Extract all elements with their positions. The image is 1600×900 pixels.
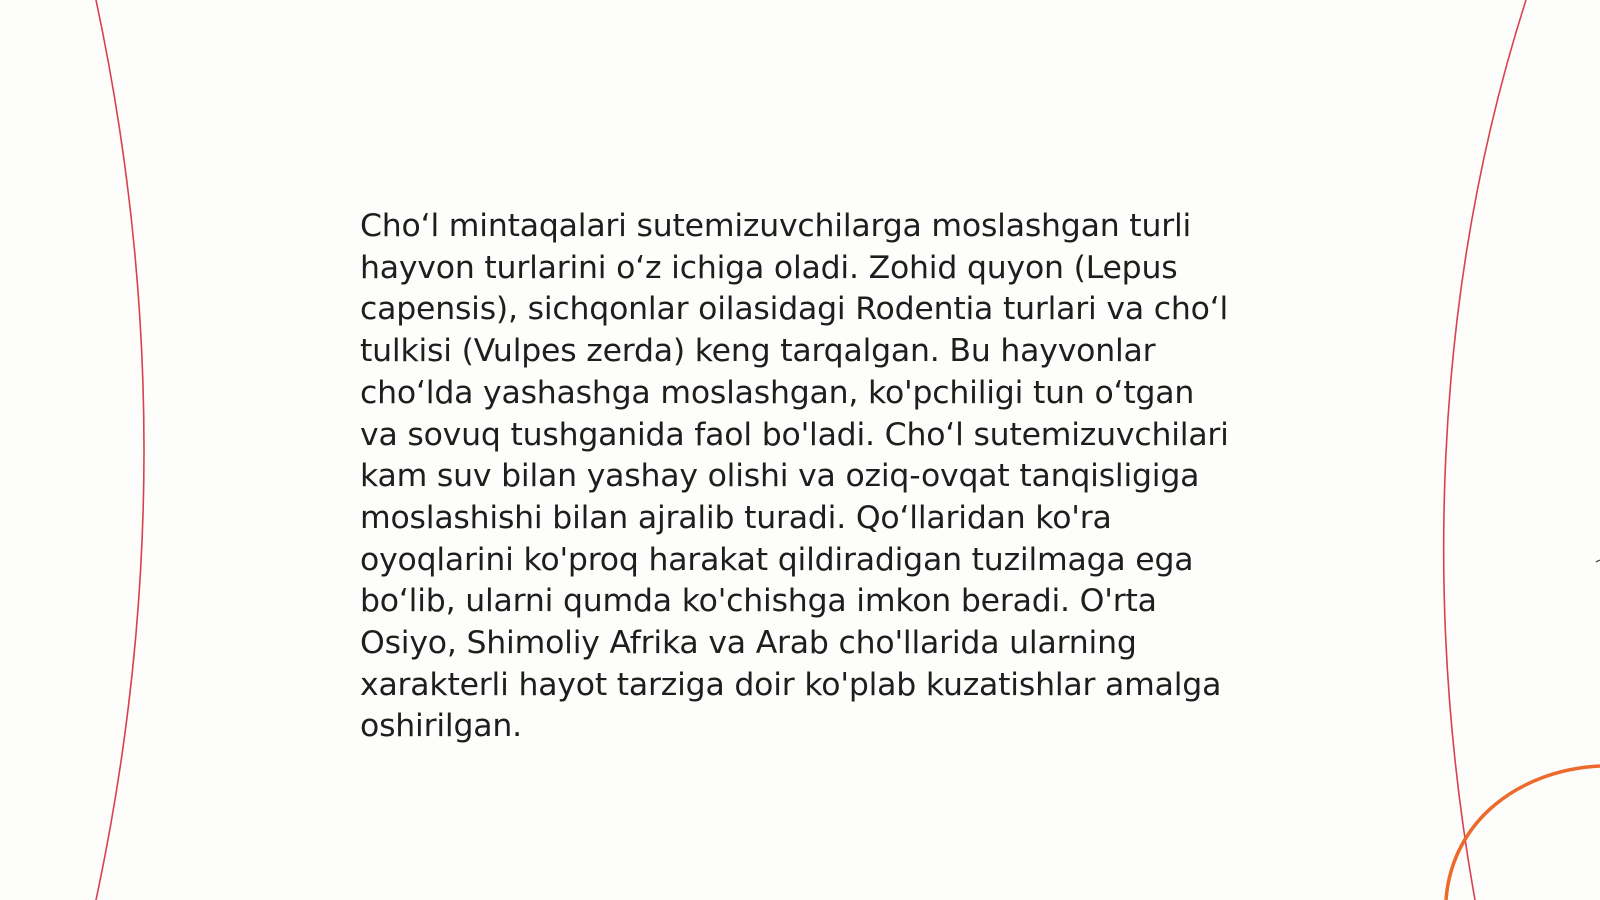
- left-curve-line: [96, 0, 144, 900]
- right-edge-tick: [1596, 560, 1600, 562]
- slide-body-text: Cho‘l mintaqalari sutemizuvchilarga moslashgan turli hayvon turlarini o‘z ichiga oladi. Zohid quyon (Lepus capensis), sichqonlar oilasidagi Rodentia turlari va cho‘l tulkisi (Vulpes zerda) keng tarqalgan. Bu hayvonlar cho‘lda yashashga moslashgan, ko'pchiligi tun o‘tgan va sovuq tushganida faol bo'ladi. Cho‘l sutemizuvchilari kam suv bilan yashay olishi va oziq-ovqat tanqisligiga moslashishi bilan ajralib turadi. Qo‘llaridan ko'ra oyoqlarini ko'proq harakat qildiradigan tuzilmaga ega bo‘lib, ularni qumda ko'chishga imkon beradi. O'rta Osiyo, Shimoliy Afrika va Arab cho'llarida ularning xarakterli hayot tarziga doir ko'plab kuzatishlar amalga oshirilgan.: [360, 208, 1229, 745]
- right-curve-line: [1444, 0, 1526, 900]
- bottom-right-arc: [1446, 766, 1600, 900]
